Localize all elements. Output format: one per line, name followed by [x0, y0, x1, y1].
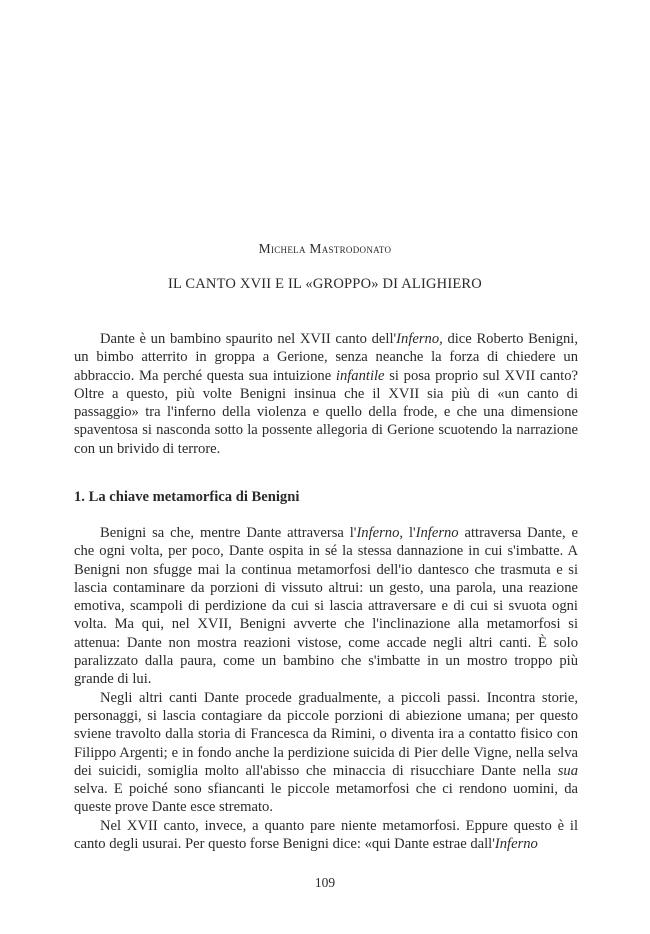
section-body	[74, 524, 578, 853]
text-run: selva. E poiché sono sfiancanti le piccole metamorfosi che ci rendono uomini, da queste prove Dante esce stremato.	[74, 781, 578, 816]
body-paragraph-3	[74, 817, 578, 854]
text-run: , l'	[399, 525, 416, 541]
italic-run: Inferno	[356, 525, 400, 541]
text-run: si posa proprio sul XVII canto? Oltre a questo, più volte Benigni insinua che il XVII sia più di «un canto di passaggio» tra l'inferno della violenza e quello della frode, e che una dimensione spaventosa si nasconda sotto la possente allegoria di Gerione scuotendo la narrazione con un brivido di terrore.	[74, 367, 578, 457]
italic-run: sua	[557, 762, 578, 779]
chapter-title: IL CANTO XVII E IL «GROPPO» DI ALIGHIERO	[168, 276, 482, 292]
text-run: Dante è un bambino spaurito nel XVII canto dell'	[100, 331, 397, 347]
italic-run: Inferno,	[396, 331, 443, 347]
page-number: 109	[314, 875, 336, 890]
italic-run: infantile	[335, 367, 385, 384]
text-run: Negli altri canti Dante procede gradualmente, a piccoli passi. Incontra storie, personaggi, si lascia contagiare da piccole porzioni di abiezione umana; per questo sviene travolto dalla storia di Francesca da Rimini, o diventa ira a contatto fisico con Filippo Argenti; e in fondo anche la perdizione suicida di Pier delle Vigne, nella selva dei suicidi, somiglia molto all'abisso che minaccia di risucchiare Dante nella	[74, 689, 578, 779]
text-run: dice Roberto Benigni, un bimbo atterrito in groppa a Gerione, senza neanche la forza di chiedere un abbraccio. Ma perché questa sua intuizione	[74, 331, 578, 384]
italic-run: Inferno	[415, 525, 459, 541]
body-paragraph-1	[74, 524, 578, 689]
italic-run: Inferno	[494, 836, 538, 853]
intro-paragraph	[74, 330, 578, 458]
text-run: Nel XVII canto, invece, a quanto pare niente metamorfosi. Eppure questo è il canto degli usurai. Per questo forse Benigni dice: «qui Dante estrae dall'	[74, 817, 578, 853]
text-run: Benigni sa che, mentre Dante attraversa l'	[100, 525, 357, 541]
section-heading: 1. La chiave metamorfica di Benigni	[74, 489, 300, 505]
intro-block	[74, 330, 578, 458]
author-name: Michela Mastrodonato	[258, 241, 392, 256]
text-run: attraversa Dante, e che ogni volta, per poco, Dante ospita in sé la stessa dannazione in cui s'imbatte. A Benigni non sfugge mai la continua metamorfosi dell'io dantesco che trasmuta e si lascia contaminare da porzioni di vissuto altrui: un gesto, una parola, una reazione emotiva, scampoli di perdizione da cui si lascia attraversare e di cui si svuota ogni volta. Ma qui, nel XVII, Benigni avverte che l'inclinazione alla metamorfosi si attenua: Dante non mostra reazioni vistose, come accade negli altri canti. È solo paralizzato dalla paura, come un bambino che s'imbatte in un mostro troppo più grande di lui.	[74, 525, 578, 688]
body-paragraph-2	[74, 689, 578, 817]
